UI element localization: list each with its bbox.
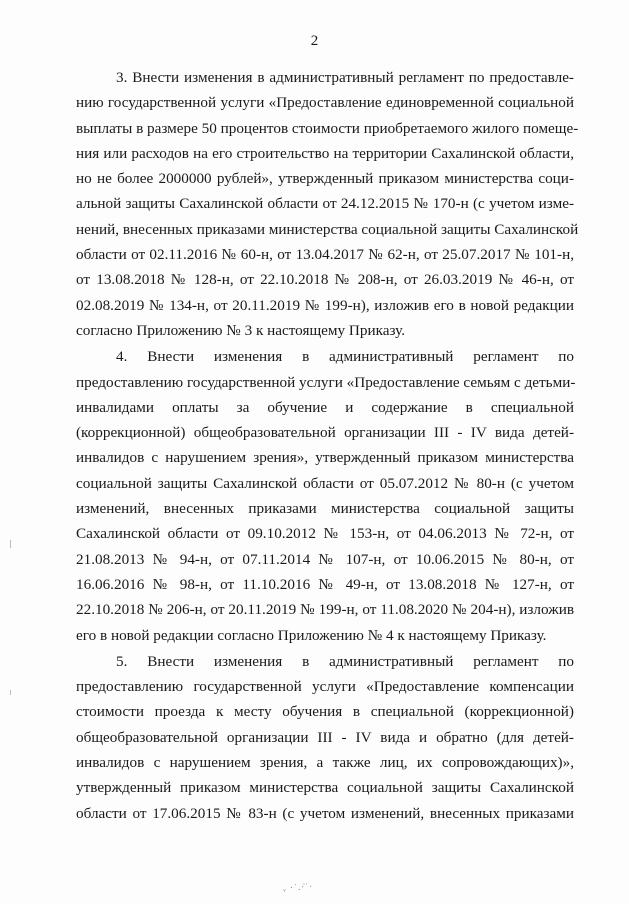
text-line: области от 02.11.2016 № 60-н, от 13.04.2017 № 62-н, от 25.07.2017 № 101-н, [76,246,574,264]
text-line: 4. Внести изменения в административный регламент по [116,348,574,366]
text-line: инвалидов с нарушением зрения», утвержденный приказом министерства [76,449,574,467]
scan-artifact: ᵥ ·˙.·̇˙· [282,880,314,894]
text-line: альной защиты Сахалинской области от 24.12.2015 № 170-н (с учетом изме- [76,195,574,213]
text-line: 16.06.2016 № 98-н, от 11.10.2016 № 49-н, от 13.08.2018 № 127-н, от [76,575,574,593]
document-body [76,65,579,827]
text-line: Сахалинской области от 09.10.2012 № 153-н, от 04.06.2013 № 72-н, от [76,525,574,543]
text-line: согласно Приложению № 3 к настоящему Приказу. [76,321,406,339]
paragraph-5 [76,649,574,826]
text-line: 3. Внести изменения в административный регламент по предоставле- [116,69,574,86]
text-line: выплаты в размере 50 процентов стоимости приобретаемого жилого помеще- [76,119,579,137]
scan-speck [10,690,11,695]
scan-speck [10,540,11,548]
text-line: 5. Внести изменения в административный регламент по [116,652,574,670]
text-line: инвалидами оплаты за обучение и содержание в специальной [76,398,574,416]
text-line: но не более 2000000 рублей», утвержденный приказом министерства соци- [76,170,574,188]
text-line: стоимости проезда к месту обучения в специальной (коррекционной) [76,703,574,721]
text-line: области от 17.06.2015 № 83-н (с учетом изменений, внесенных приказами [76,804,574,822]
text-line: предоставлению государственной услуги «Предоставление семьям с детьми- [76,373,576,391]
text-line: его в новой редакции согласно Приложению № 4 к настоящему Приказу. [76,626,547,644]
text-line: предоставлению государственной услуги «Предоставление компенсации [76,678,574,696]
text-line: нию государственной услуги «Предоставление единовременной социальной [76,94,574,112]
text-line: 21.08.2013 № 94-н, от 07.11.2014 № 107-н, от 10.06.2015 № 80-н, от [76,550,574,568]
text-line: общеобразовательной организации III - IV вида и обратно (для детей- [76,728,574,746]
paragraph-3 [76,65,579,343]
text-line: 02.08.2019 № 134-н, от 20.11.2019 № 199-н), изложив его в новой редакции [76,296,574,314]
page-number: 2 [310,33,319,49]
text-line: изменений, внесенных приказами министерства социальной защиты [76,500,574,518]
text-line: социальной защиты Сахалинской области от 05.07.2012 № 80-н (с учетом [76,474,574,492]
text-line: инвалидов с нарушением зрения, а также лиц, их сопровождающих)», [76,754,574,772]
text-line: нений, внесенных приказами министерства социальной защиты Сахалинской [76,220,579,238]
text-line: от 13.08.2018 № 128-н, от 22.10.2018 № 208-н, от 26.03.2019 № 46-н, от [76,271,574,289]
paragraph-4 [76,344,574,648]
text-line: ния или расходов на его строительство на территории Сахалинской области, [76,144,574,162]
text-line: утвержденный приказом министерства социальной защиты Сахалинской [76,779,574,797]
text-line: 22.10.2018 № 206-н, от 20.11.2019 № 199-н, от 11.08.2020 № 204-н), изложив [76,601,574,619]
text-line: (коррекционной) общеобразовательной организации III - IV вида детей- [76,424,574,442]
